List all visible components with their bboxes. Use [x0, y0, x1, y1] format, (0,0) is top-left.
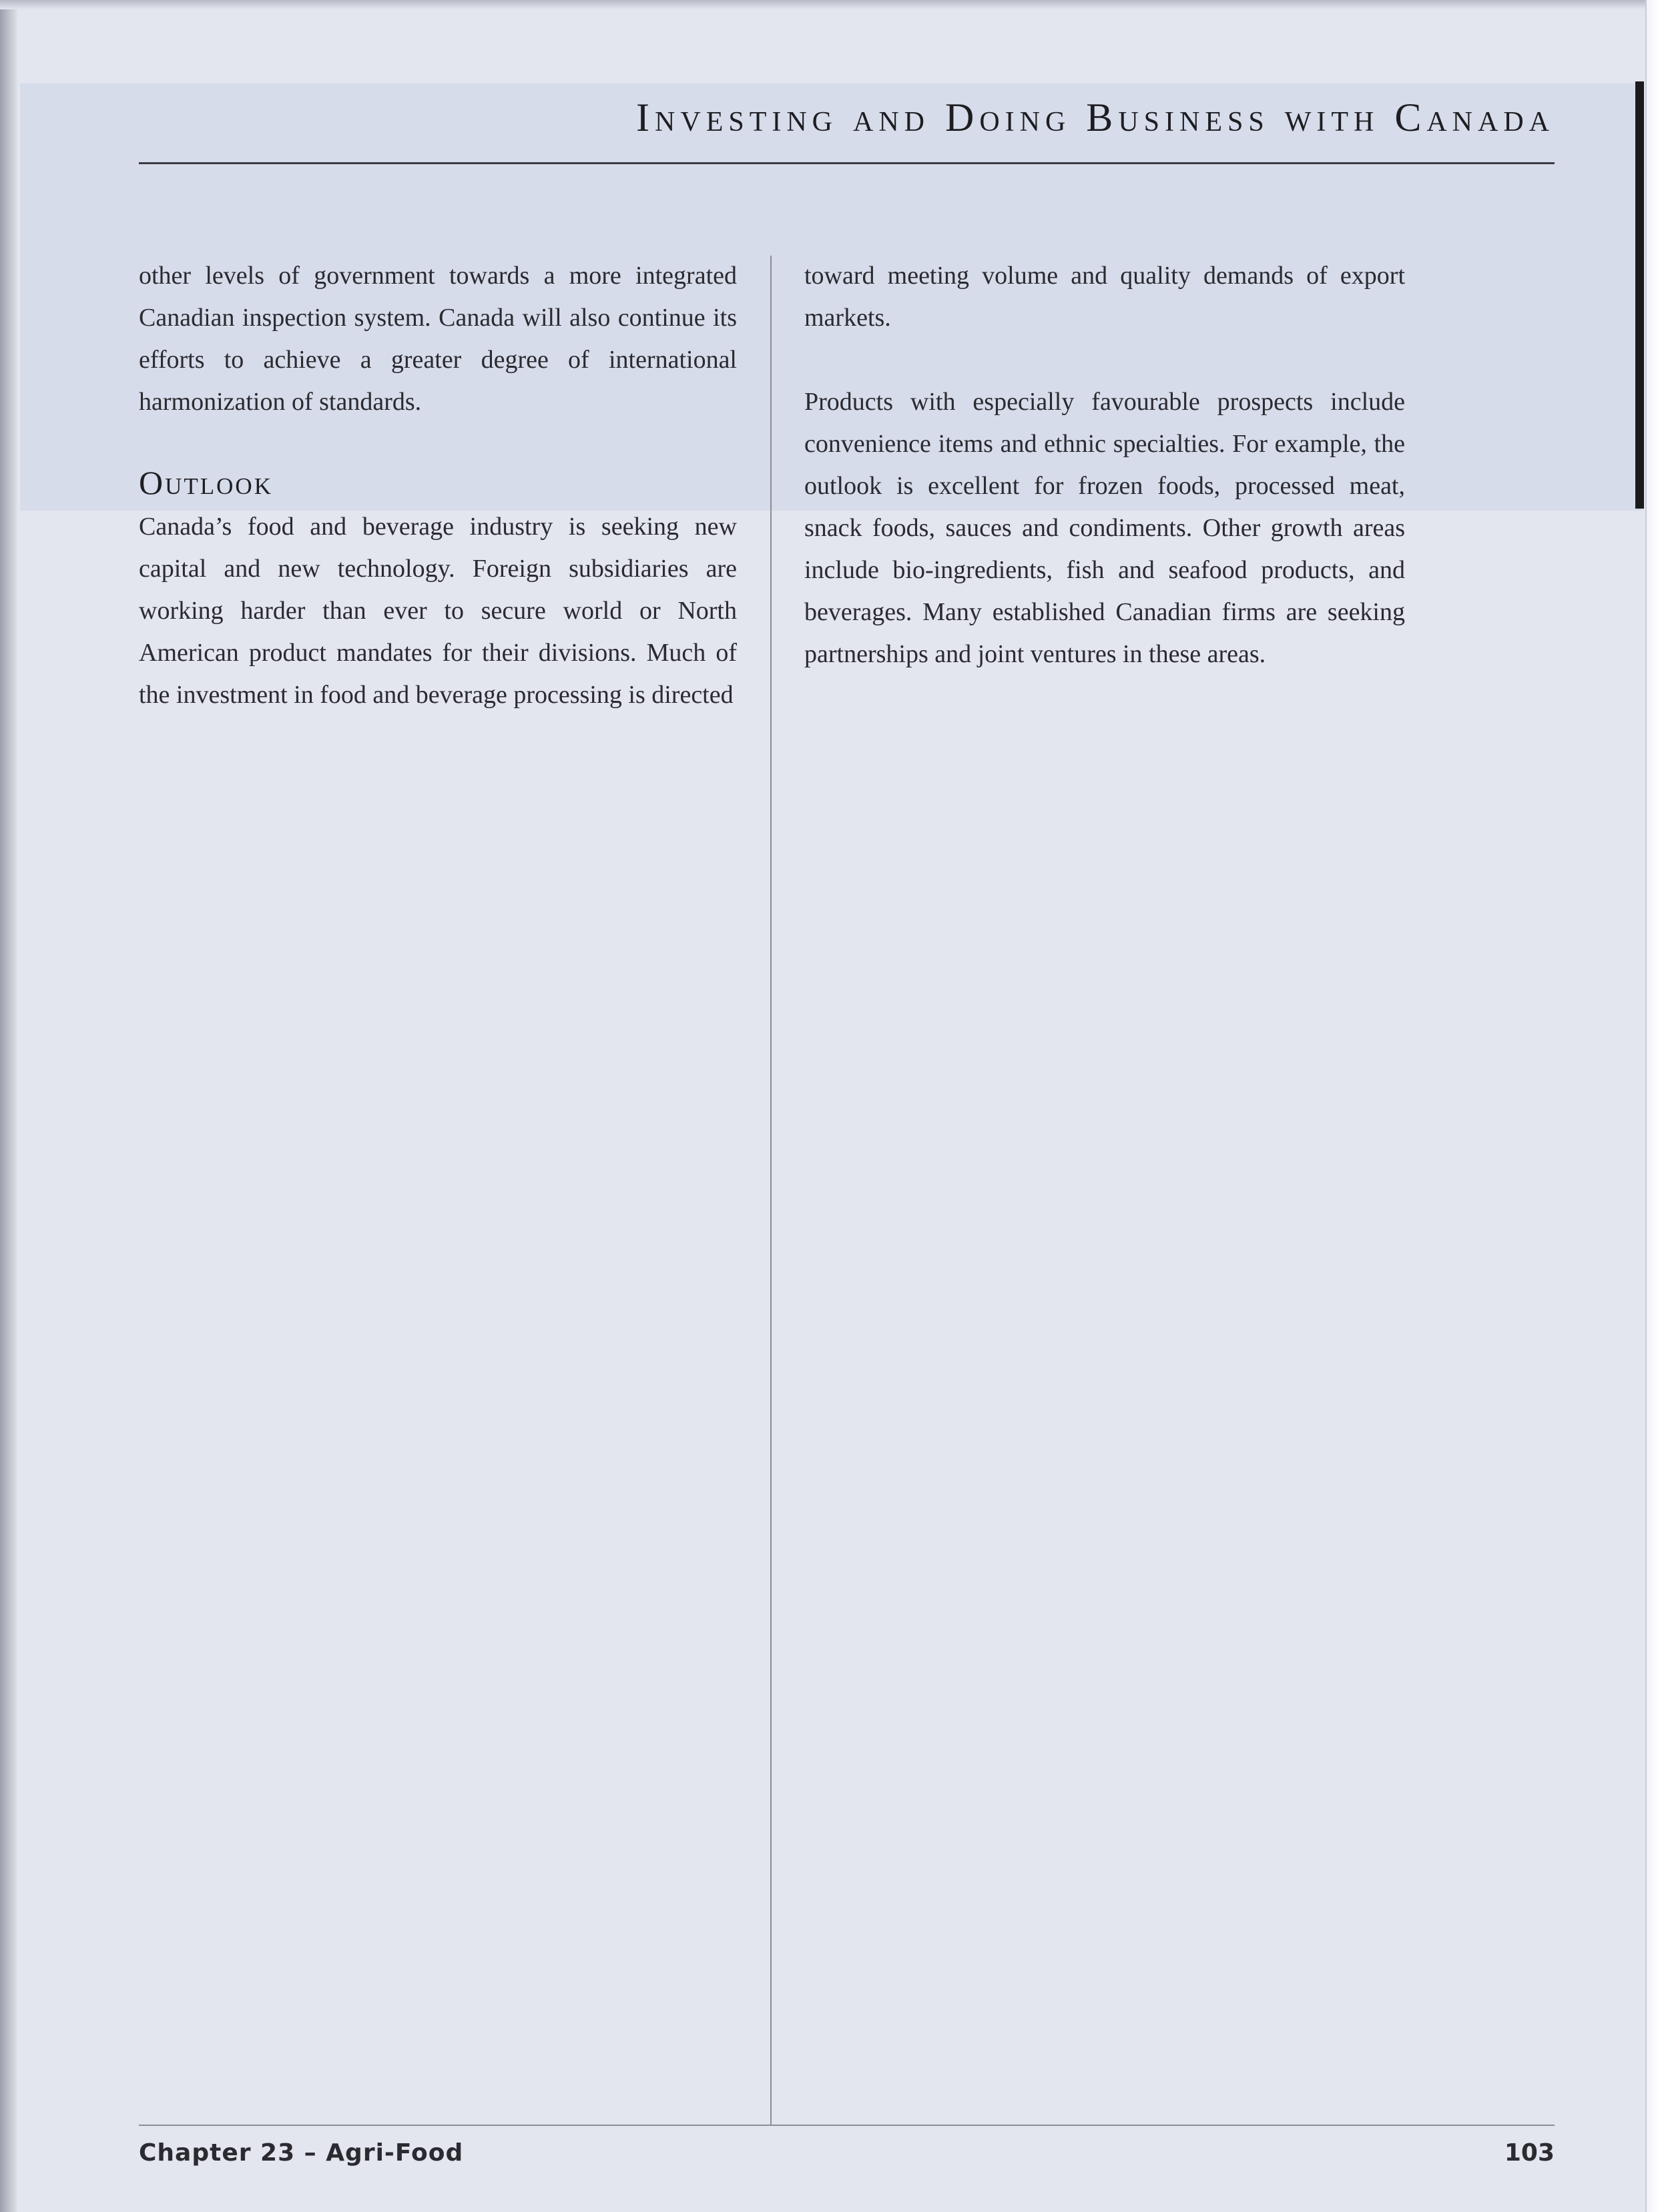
page-number: 103 [1504, 2139, 1555, 2167]
left-paragraph-1: other levels of government towards a more integrated Canadian inspection system. Canada will also continue its efforts to achieve a greater degree of international harmonization of standards. [139, 262, 737, 416]
left-paragraph-2: Canada’s food and beverage industry is seeking new capital and new technology. Foreign subsidiaries are working harder than ever to secure world or North American product mandates for their divisions. Much of the investment in food and beverage processing is directed [139, 513, 737, 709]
section-heading-outlook: Outlook [139, 464, 273, 501]
section-tab-marker [1635, 81, 1644, 509]
column-divider [770, 256, 772, 2125]
footer-rule [139, 2125, 1555, 2126]
page-edge [1645, 0, 1660, 2212]
right-column [804, 255, 1405, 675]
footer-chapter-label: Chapter 23 – Agri-Food [139, 2139, 464, 2167]
page-top-shadow [0, 0, 1660, 9]
left-column [139, 255, 737, 716]
header-rule [139, 162, 1555, 164]
running-head: Investing and Doing Business with Canada [636, 95, 1555, 140]
right-paragraph-2: Products with especially favourable prospects include convenience items and ethnic specialties. For example, the outlook is excellent for frozen foods, processed meat, snack foods, sauces and condiments. Other growth areas include bio-ingredients, fish and seafood products, and beverages. Many established Canadian firms are seeking partnerships and joint ventures in these areas. [804, 388, 1405, 668]
page-gutter-shadow [0, 0, 17, 2212]
right-paragraph-1: toward meeting volume and quality demands of export markets. [804, 262, 1405, 332]
